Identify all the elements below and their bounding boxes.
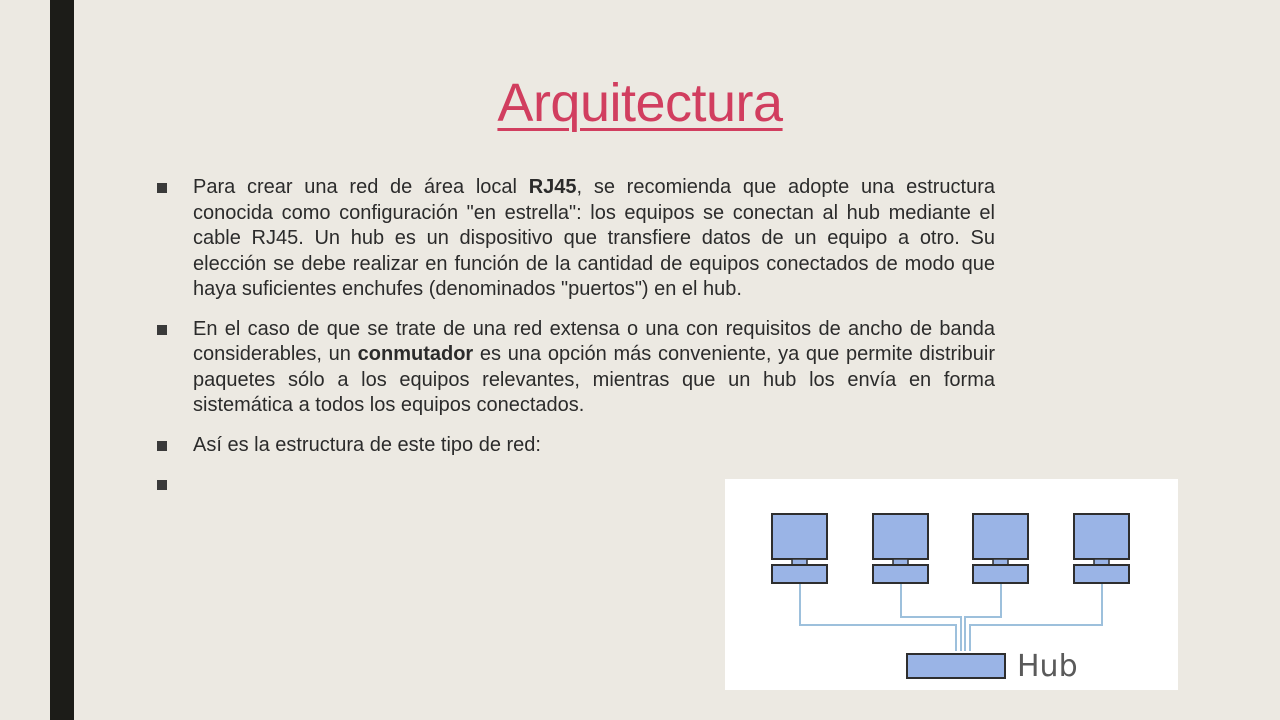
bullet-item-star-topology [155, 175, 995, 303]
bullet-item-switch [155, 317, 995, 419]
bullet-item-structure [155, 433, 995, 459]
bullet-square-icon [157, 325, 167, 335]
star-network-diagram [725, 479, 1178, 690]
slide-title: Arquitectura [497, 73, 783, 133]
computer-icon [973, 514, 1028, 583]
network-diagram-svg [725, 479, 1178, 690]
bullet-text: Para crear una red de área local [193, 176, 529, 198]
computer-icon [772, 514, 827, 583]
cable-line [901, 583, 961, 651]
bullet-text: En el caso de que se trate de una red extensa o una con requisitos de ancho de banda considerables, un [193, 317, 995, 365]
bullet-text: , se recomienda que adopte una estructura conocida como configuración "en estrella": los equipos se conectan al hub mediante el cable RJ45. Un hub es un dispositivo que transfiere datos de un equipo a otro. Su elección se debe realizar en función de la cantidad de equipos conectados de modo que haya suficientes enchufes (denominados "puertos") en el hub. [193, 176, 995, 300]
bullet-text: Así es la estructura de este tipo de red: [193, 433, 541, 456]
bullet-bold-term: RJ45 [528, 176, 577, 198]
computer-icon [1074, 514, 1129, 583]
bullet-square-icon [157, 441, 167, 451]
hub-label: Hub [1017, 649, 1078, 684]
bullet-square-icon [157, 183, 167, 193]
computer-icon [873, 514, 928, 583]
bullet-square-icon [157, 480, 167, 490]
bullet-text: es una opción más conveniente, ya que permite distribuir paquetes sólo a los equipos relevantes, mientras que un hub los envía en forma sistemática a todos los equipos conectados. [193, 343, 995, 416]
cables [800, 583, 1102, 651]
bullet-bold-term: conmutador [357, 343, 474, 365]
bullet-list [155, 175, 995, 472]
hub-icon [907, 654, 1005, 678]
